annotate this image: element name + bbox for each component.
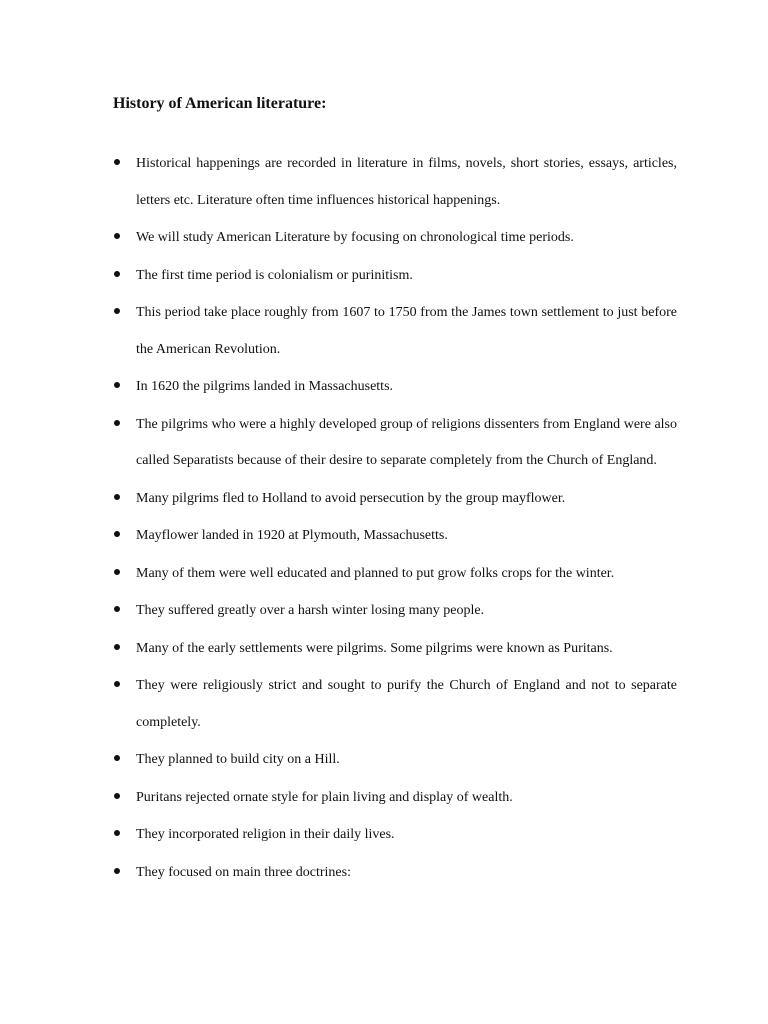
list-item-text: Many of the early settlements were pilgrims. Some pilgrims were known as Puritans. xyxy=(136,640,613,656)
list-item xyxy=(0,817,768,854)
list-item-text: They suffered greatly over a harsh winter losing many people. xyxy=(136,603,485,618)
bullet-icon xyxy=(114,681,120,687)
list-item xyxy=(0,668,768,741)
list-item xyxy=(0,855,768,892)
list-item-text: The first time period is colonialism or purinitism. xyxy=(136,267,413,283)
bullet-icon xyxy=(114,793,120,799)
bullet-icon xyxy=(114,271,120,277)
list-item-text: We will study American Literature by focusing on chronological time periods. xyxy=(136,230,574,245)
list-item xyxy=(0,481,768,518)
list-item-text: Many of them were well educated and planned to put grow folks crops for the winter. xyxy=(136,565,615,581)
bullet-icon xyxy=(114,830,120,836)
bullet-icon xyxy=(114,644,120,650)
bullet-icon xyxy=(114,569,120,575)
list-item-text: They incorporated religion in their daily lives. xyxy=(136,827,395,842)
bullet-icon xyxy=(114,420,120,426)
list-item xyxy=(0,518,768,555)
bullet-list xyxy=(0,146,768,892)
list-item-text: The pilgrims who were a highly developed group of religions dissenters from England were also called Separatists because of their desire to separate completely from the Church of England. xyxy=(136,416,677,468)
bullet-icon xyxy=(114,868,120,874)
bullet-icon xyxy=(114,382,120,388)
bullet-icon xyxy=(114,531,120,537)
list-item xyxy=(0,407,768,480)
list-item xyxy=(0,631,768,668)
bullet-icon xyxy=(114,233,120,239)
document-title: History of American literature: xyxy=(113,95,327,112)
list-item xyxy=(0,146,768,219)
bullet-icon xyxy=(114,494,120,500)
bullet-icon xyxy=(114,159,120,165)
bullet-icon xyxy=(114,606,120,612)
list-item-text: They focused on main three doctrines: xyxy=(136,864,351,880)
list-item-text: They were religiously strict and sought to purify the Church of England and not to separate completely. xyxy=(136,678,677,730)
list-item xyxy=(0,556,768,593)
list-item-text: Puritans rejected ornate style for plain living and display of wealth. xyxy=(136,789,513,805)
list-item-text: Many pilgrims fled to Holland to avoid persecution by the group mayflower. xyxy=(136,490,566,506)
list-item-text: Mayflower landed in 1920 at Plymouth, Massachusetts. xyxy=(136,528,448,543)
list-item xyxy=(0,780,768,817)
list-item xyxy=(0,295,768,368)
list-item-text: This period take place roughly from 1607 to 1750 from the James town settlement to just before the American Revolution. xyxy=(136,305,677,357)
list-item-text: Historical happenings are recorded in literature in films, novels, short stories, essays, articles, letters etc. Literature often time influences historical happenings. xyxy=(136,156,677,208)
bullet-icon xyxy=(114,308,120,314)
list-item xyxy=(0,742,768,779)
bullet-icon xyxy=(114,755,120,761)
list-item-text: In 1620 the pilgrims landed in Massachusetts. xyxy=(136,379,394,394)
list-item xyxy=(0,220,768,257)
list-item xyxy=(0,369,768,406)
list-item-text: They planned to build city on a Hill. xyxy=(136,752,340,767)
list-item xyxy=(0,258,768,295)
list-item xyxy=(0,593,768,630)
